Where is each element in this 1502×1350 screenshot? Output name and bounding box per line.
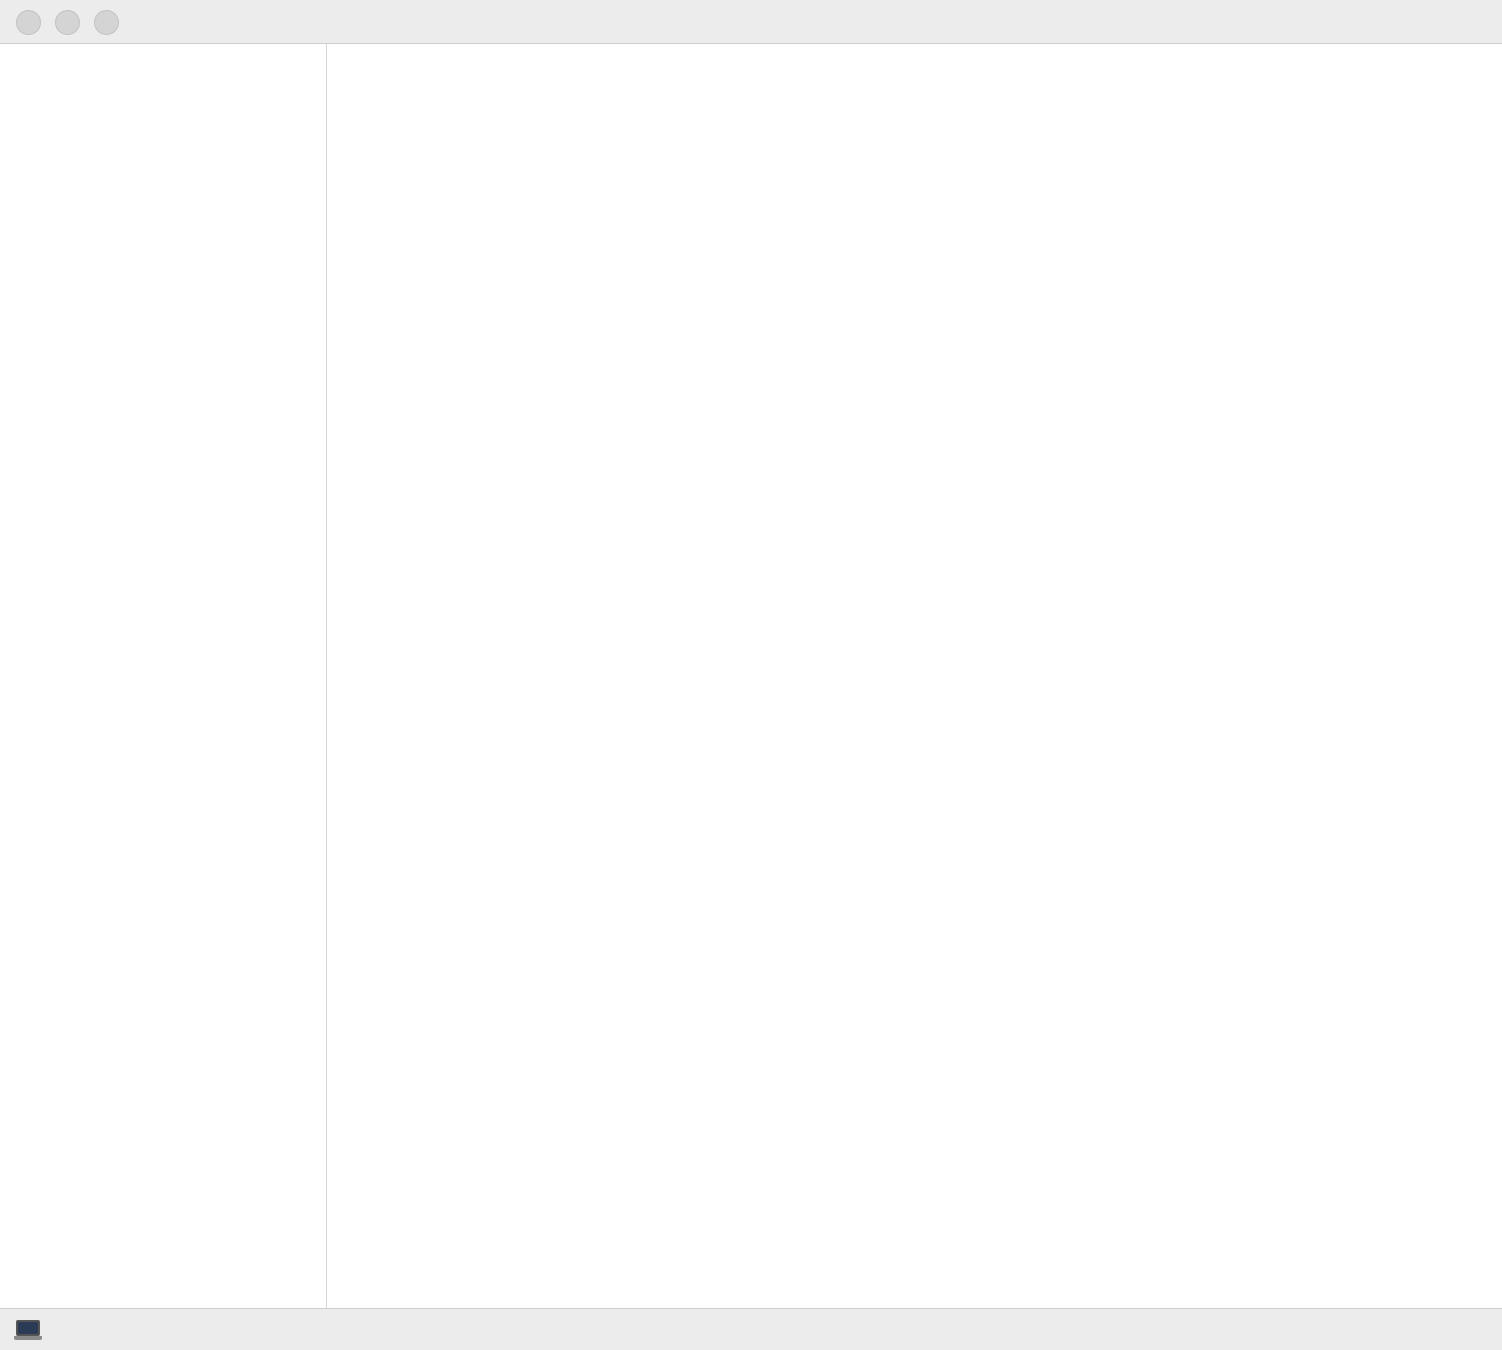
title-bar (0, 0, 1502, 44)
close-button[interactable] (16, 10, 41, 35)
detail-pane[interactable] (328, 44, 1502, 1308)
minimize-button[interactable] (55, 10, 80, 35)
path-bar (0, 1308, 1502, 1350)
sidebar[interactable] (0, 44, 327, 1308)
laptop-icon (14, 1320, 42, 1340)
zoom-button[interactable] (94, 10, 119, 35)
